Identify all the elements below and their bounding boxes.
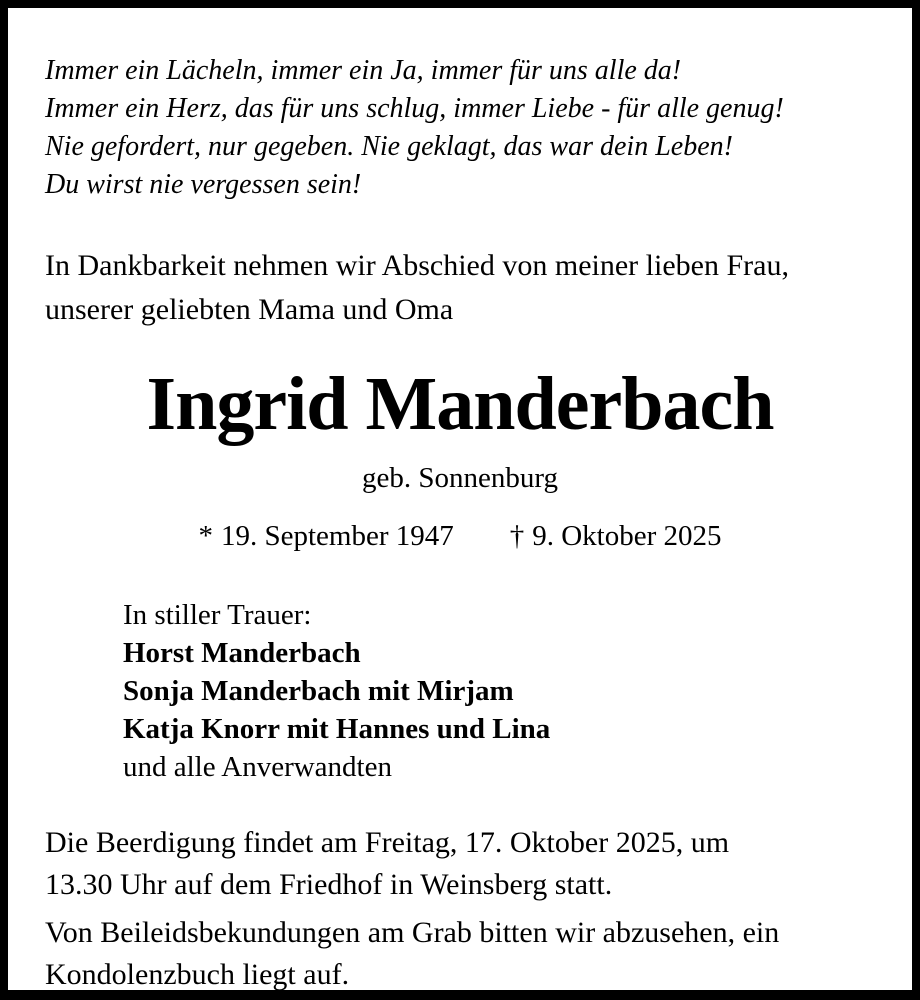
life-dates — [45, 518, 875, 554]
birth-date-group — [198, 520, 453, 552]
epigraph-line: Immer ein Herz, das für uns schlug, immer Liebe - für alle genug! — [45, 93, 784, 124]
funeral-line: Die Beerdigung findet am Freitag, 17. Oktober 2025, um — [45, 826, 730, 859]
epigraph-poem — [45, 8, 875, 204]
epigraph-line: Immer ein Lächeln, immer ein Ja, immer für uns alle da! — [45, 55, 682, 86]
notice-page — [8, 8, 912, 996]
death-date: 9. Oktober 2025 — [532, 520, 722, 552]
condolence-line: Kondolenzbuch liegt auf. — [45, 958, 350, 991]
condolence-note — [45, 912, 875, 996]
mourner-name: Katja Knorr mit Hannes und Lina — [123, 713, 551, 745]
intro-line: unserer geliebten Mama und Oma — [45, 293, 454, 326]
funeral-line: 13.30 Uhr auf dem Friedhof in Weinsberg statt. — [45, 868, 613, 901]
intro-line: In Dankbarkeit nehmen wir Abschied von meiner lieben Frau, — [45, 249, 789, 282]
maiden-name: geb. Sonnenburg — [361, 462, 558, 494]
funeral-info — [45, 822, 875, 906]
epigraph-line: Du wirst nie vergessen sein! — [45, 169, 362, 200]
intro-paragraph — [45, 244, 875, 332]
mourning-block — [123, 596, 875, 786]
birth-date: 19. September 1947 — [220, 520, 454, 552]
mourner-name: Sonja Manderbach mit Mirjam — [123, 675, 514, 707]
epigraph-line: Nie gefordert, nur gegeben. Nie geklagt, das war dein Leben! — [45, 131, 733, 162]
mourning-heading: In stiller Trauer: — [123, 599, 312, 631]
death-date-group — [510, 520, 722, 552]
deceased-name: Ingrid Manderbach — [146, 362, 774, 446]
mourner-name: Horst Manderbach — [123, 637, 361, 669]
condolence-line: Von Beileidsbekundungen am Grab bitten wir abzusehen, ein — [45, 916, 780, 949]
birth-star-symbol: * — [198, 520, 213, 552]
mourning-closing: und alle Anverwandten — [123, 751, 392, 783]
death-cross-symbol: † — [509, 520, 525, 552]
